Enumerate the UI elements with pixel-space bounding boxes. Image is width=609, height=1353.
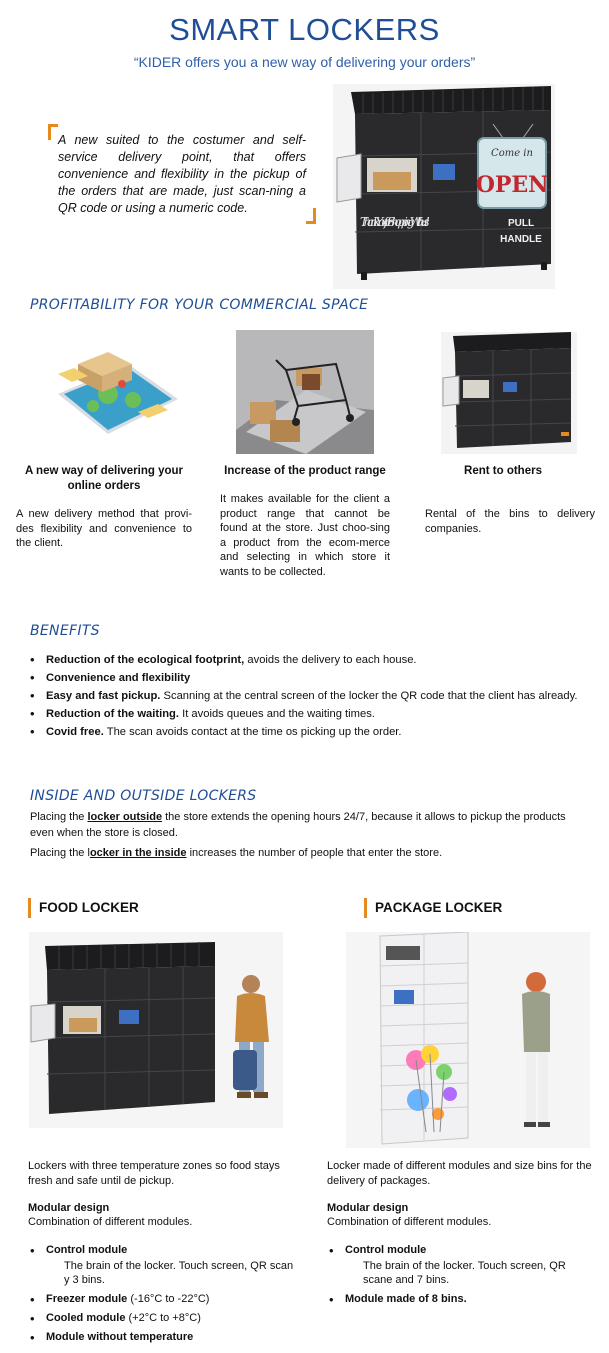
package-spec-item: • Module made of 8 bins. bbox=[327, 1291, 597, 1308]
food-spec-item: • Cooled module (+2°C to +8°C) bbox=[28, 1310, 298, 1327]
package-spec-item: • Control module The brain of the locker. Touch screen, QR scane and 7 bins. bbox=[327, 1242, 597, 1287]
food-modular-title: Modular design bbox=[28, 1202, 110, 1214]
door-text: Thank You for Shopping With us! bbox=[360, 215, 430, 229]
feature-title-rent: Rent to others bbox=[464, 465, 542, 477]
food-modular-text: Combination of different modules. bbox=[28, 1216, 193, 1228]
feature-title-delivery: A new way of delivering your online orders bbox=[24, 465, 184, 492]
benefit-item: • Reduction of the ecological footprint, avoids the delivery to each house. bbox=[28, 651, 588, 669]
page-subtitle: “KIDER offers you a new way of delivering your orders” bbox=[133, 54, 476, 70]
delivery-map-illustration bbox=[38, 334, 188, 452]
package-locker-image bbox=[346, 932, 590, 1148]
intro-quote bbox=[48, 124, 316, 224]
benefit-item: • Reduction of the waiting. It avoids queues and the waiting times. bbox=[28, 705, 588, 723]
benefit-item: • Convenience and flexibility bbox=[28, 669, 588, 687]
rent-locker-image bbox=[441, 332, 577, 454]
quote-bracket-open bbox=[48, 124, 58, 140]
feature-text-delivery: A new delivery method that provi-des flexibility and convenience to the client. bbox=[16, 508, 192, 550]
feature-text-rent: Rental of the bins to delivery companies. bbox=[425, 508, 595, 535]
quote-bracket-close bbox=[306, 208, 316, 224]
outside-paragraph: Placing the locker outside the store extends the opening hours 24/7, because it allows to pickup the products even when the store is closed. bbox=[30, 811, 566, 839]
package-locker-description: Locker made of different modules and size bins for the delivery of packages. bbox=[327, 1160, 592, 1187]
package-modular-title: Modular design bbox=[327, 1202, 409, 1214]
food-spec-list bbox=[28, 1242, 298, 1346]
benefit-item: • Covid free. The scan avoids contact at the time os picking up the order. bbox=[28, 723, 588, 741]
benefit-item: • Easy and fast pickup. Scanning at the central screen of the locker the QR code that the client has already. bbox=[28, 687, 588, 705]
food-locker-description: Lockers with three temperature zones so food stays fresh and safe until de pickup. bbox=[28, 1160, 280, 1187]
inside-paragraph: Placing the locker in the inside increases the number of people that enter the store. bbox=[30, 847, 443, 859]
feature-title-range: Increase of the product range bbox=[224, 465, 386, 477]
package-locker-heading: PACKAGE LOCKER bbox=[364, 898, 502, 918]
handle-text: HANDLE bbox=[500, 234, 542, 245]
food-spec-item: • Freezer module (-16°C to -22°C) bbox=[28, 1291, 298, 1308]
package-spec-list bbox=[327, 1242, 597, 1308]
hero-locker-image bbox=[333, 84, 555, 289]
food-spec-item: • Module without temperature bbox=[28, 1329, 298, 1346]
sign-top-text: Come in bbox=[491, 148, 533, 159]
food-locker-image bbox=[29, 932, 283, 1128]
package-modular-text: Combination of different modules. bbox=[327, 1216, 492, 1228]
food-locker-heading: FOOD LOCKER bbox=[28, 898, 139, 918]
benefits-heading: BENEFITS bbox=[30, 623, 100, 639]
feature-text-range: It makes available for the client a product range that cannot be found at the store. Just choo-sing a product from the ecom-merce and selecting in which store it wants to be collected. bbox=[220, 493, 390, 578]
page-title: SMART LOCKERS bbox=[169, 12, 440, 47]
food-spec-item: • Control module The brain of the locker. Touch screen, QR scan y 3 bins. bbox=[28, 1242, 298, 1287]
locker-outside-link: locker outside bbox=[87, 811, 163, 823]
locker-inside-link: ocker in the inside bbox=[89, 847, 187, 859]
intro-text: A new suited to the costumer and self-service delivery point, that offers convenience and flexibility in the pickup of the orders that are made, just scan-ning a QR code or using a numeric code. bbox=[58, 133, 306, 215]
benefits-list bbox=[28, 651, 588, 741]
profitability-heading: PROFITABILITY FOR YOUR COMMERCIAL SPACE bbox=[30, 297, 369, 313]
shopping-cart-image bbox=[236, 330, 374, 454]
sign-open-text: OPEN bbox=[475, 172, 549, 198]
pull-text: PULL bbox=[507, 218, 535, 229]
inside-outside-heading: INSIDE AND OUTSIDE LOCKERS bbox=[30, 788, 257, 804]
